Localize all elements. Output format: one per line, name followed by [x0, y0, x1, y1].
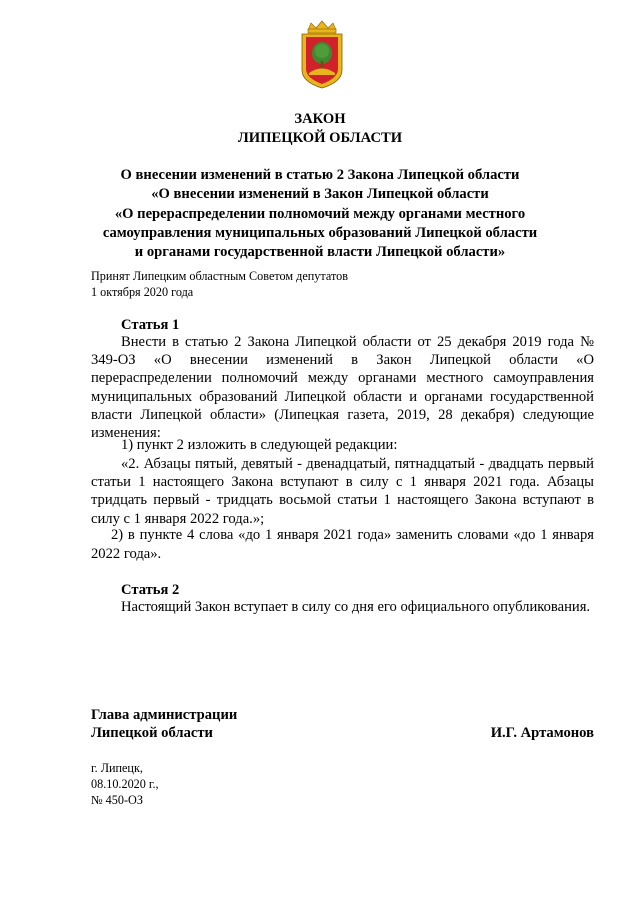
document-title-region: ЛИПЕЦКОЙ ОБЛАСТИ: [237, 130, 403, 146]
article-1-intro: [91, 333, 594, 442]
law-subject: [60, 166, 580, 262]
subject-line: О внесении изменений в статью 2 Закона Липецкой области: [120, 167, 520, 183]
signatory-position-line: Глава администрации: [91, 707, 238, 723]
subject-line: «О внесении изменений в Закон Липецкой области: [151, 186, 489, 203]
adoption-info: [91, 268, 348, 300]
article-2-heading: Статья 2: [121, 582, 180, 598]
article-2-body: [91, 598, 594, 616]
article-1-item-1-quote: «2. Абзацы пятый, девятый - двенадцатый, пятнадцатый - двадцать первый статьи 1 настоящего Закона вступают в силу с 1 января 2021 года. Абзацы тридцать первый - тридцать восьмой статьи 1 настоящего Закона вступают в силу с 1 января 2022 года.»;: [91, 456, 594, 527]
lipetsk-coat-of-arms-icon: [299, 20, 345, 90]
document-title: ЗАКОН: [294, 111, 346, 127]
signatory-position-line: Липецкой области: [91, 725, 213, 741]
article-1-heading: Статья 1: [121, 317, 180, 333]
subject-line: самоуправления муниципальных образований Липецкой области: [102, 224, 538, 241]
document-footer: [91, 760, 159, 808]
subject-line: и органами государственной власти Липецкой области»: [134, 244, 506, 261]
adoption-body: Принят Липецким областным Советом депутатов: [91, 269, 348, 283]
article-1-item-1: 1) пункт 2 изложить в следующей редакции:: [121, 437, 398, 453]
footer-number: № 450-ОЗ: [91, 793, 143, 807]
adoption-date: 1 октября 2020 года: [91, 285, 194, 299]
article-2-text: Настоящий Закон вступает в силу со дня его официального опубликования.: [121, 599, 591, 615]
footer-place: г. Липецк,: [91, 761, 143, 775]
footer-date: 08.10.2020 г.,: [91, 777, 159, 791]
article-1-intro-text: Внести в статью 2 Закона Липецкой области от 25 декабря 2019 года № 349-ОЗ «О внесении изменений в Закон Липецкой области «О перераспределении полномочий между органами местного самоуправления муниципальных образований Липецкой области и органами государственной власти Липецкой области» (Липецкая газета, 2019, 28 декабря) следующие изменения:: [91, 334, 594, 442]
signatory-name: И.Г. Артамонов: [490, 725, 594, 741]
subject-line: «О перераспределении полномочий между органами местного: [114, 205, 526, 222]
article-1-item-2: 2) в пункте 4 слова «до 1 января 2021 года» заменить словами «до 1 января 2022 года».: [91, 527, 594, 562]
signatory-position: [91, 706, 237, 742]
